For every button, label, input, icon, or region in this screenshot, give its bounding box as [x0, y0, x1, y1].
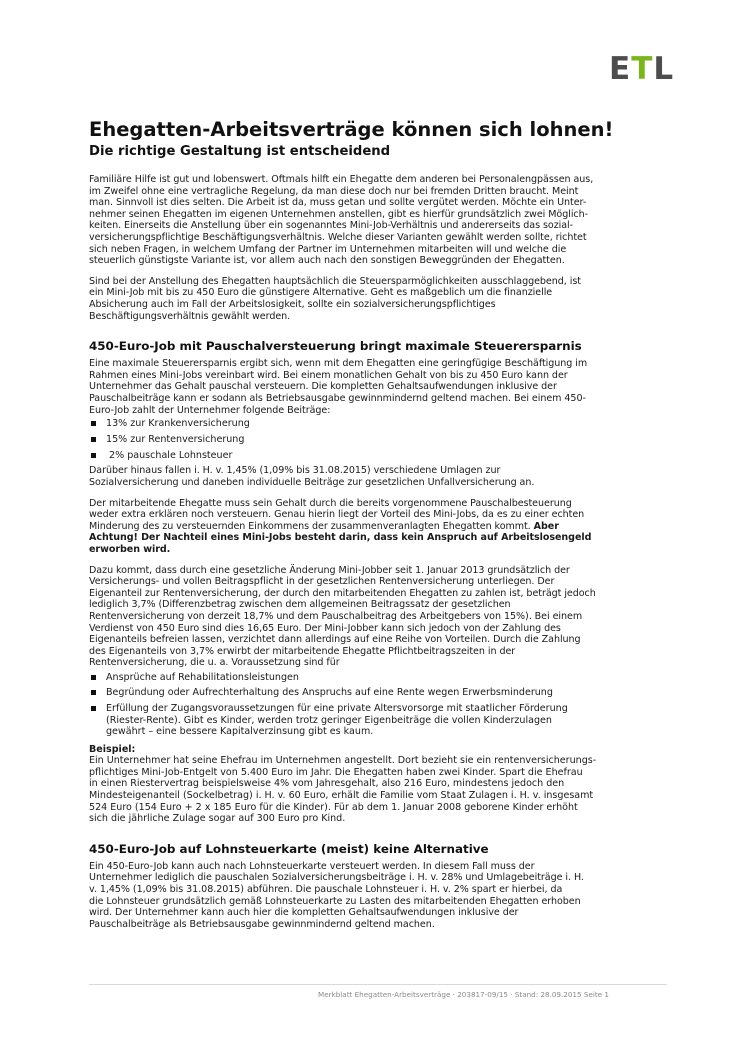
list-item: Erfüllung der Zugangsvoraussetzungen für eine private Altersvorsorge mit staatlicher Förderung (Riester-Rente). Gibt es Kinder, werden trotz geringer Eigenbeiträge die vollen Kinderzulagen gewährt – eine bessere Kapitalverzinsung gibt es kaum. [89, 703, 669, 738]
section1-paragraph-1: Eine maximale Steuerersparnis ergibt sich, wenn mit dem Ehegatten eine geringfügige Beschäftigung im Rahmen eines Mini-Jobs vereinbart wird. Bei einem monatlichen Gehalt von bis zu 450 Euro kann der Unternehmer das Gehalt pauschal versteuern. Die kompletten Gehaltsaufwendungen inklusive der Pauschalbeiträge kann er sodann als Betriebsausgabe gewinnmindernd geltend machen. Bei einem 450- Euro-Job zahlt der Unternehmer folgende Beiträge: [89, 358, 588, 416]
example-heading: Beispiel: [89, 743, 136, 755]
bullet-square-icon [91, 437, 96, 442]
list-item: Ansprüche auf Rehabilitationsleistungen [89, 672, 669, 684]
pension-benefits-list [89, 672, 669, 738]
section1-paragraph-4: Dazu kommt, dass durch eine gesetzliche Änderung Mini-Jobber seit 1. Januar 2013 grundsätzlich der Versicherungs- und vollen Beitragspflicht in der gesetzlichen Rentenversicherung unterliegen. Der Eigenanteil zur Rentenversicherung, der durch den mitarbeitenden Ehegatten zu zahlen ist, beträgt jedoch lediglich 3,7% (Differenzbetrag zwischen dem allgemeinen Beitragssatz der gesetzlichen Rentenversicherung von derzeit 18,7% und dem Pauschalbeitrag des Arbeitgebers von 15%). Bei einem Verdienst von 450 Euro sind dies 16,65 Euro. Der Mini-Jobber kann sich jedoch von der Zahlung des Eigenanteils befreien lassen, verzichtet dann allerdings auf eine Reihe von Vorteilen. Durch die Zahlung des Eigenanteils von 3,7% erwirbt der mitarbeitende Ehegatte Pflichtbeitragszeiten in der Rentenversicherung, die u. a. Voraussetzung sind für [89, 564, 596, 669]
warning-text: Aber Achtung! Der Nachteil eines Mini-Jobs besteht darin, dass kein Anspruch auf Arbeitslosengeld erworben wird. [89, 520, 592, 555]
example-body: Ein Unternehmer hat seine Ehefrau im Unternehmen angestellt. Dort bezieht sie ein rentenversicherungs- pflichtiges Mini-Job-Entgelt von 5.400 Euro im Jahr. Die Ehegatten haben zwei Kinder. Spart die Ehefrau in einen Riestervertrag beispielsweise 4% vom Jahresgehalt, also 216 Euro, mindestens jedoch den Mindesteigenanteil (Sockelbetrag) i. H. v. 60 Euro, erhält die Familie vom Staat Zulagen i. H. v. insgesamt 524 Euro (154 Euro + 2 x 185 Euro für die Kinder). Für ab dem 1. Januar 2008 geborene Kinder erhöht sich die jährliche Zulage sogar auf 300 Euro pro Kind. [89, 755, 597, 825]
logo-letter-t: T [631, 51, 654, 87]
bullet-square-icon [91, 675, 96, 680]
section1-paragraph-3: Der mitarbeitende Ehegatte muss sein Gehalt durch die bereits vorgenommene Pauschalbesteuerung weder extra erklären noch versteuern. Genau hierin liegt der Vorteil des Mini-Jobs, da es zu einer echten Minderung des zu versteuernden Einkommens der zusammenveranlagten Ehegatten kommt. Aber Achtung! Der Nachteil eines Mini-Jobs besteht darin, dass kein Anspruch auf Arbeitslosengeld erworben wird. [89, 497, 592, 555]
etl-logo [609, 51, 675, 87]
page-footer: Merkblatt Ehegatten-Arbeitsverträge · 203817-09/15 · Stand: 28.09.2015 Seite 1 [318, 990, 609, 999]
section2-paragraph-1: Ein 450-Euro-Job kann auch nach Lohnsteuerkarte versteuert werden. In diesem Fall muss der Unternehmer lediglich die pauschalen Sozialversicherungsbeiträge i. H. v. 28% und Umlagebeiträge i. H. v. 1,45% (1,09% bis 31.08.2015) abführen. Die pauschale Lohnsteuer i. H. v. 2% spart er hierbei, da die Lohnsteuer grundsätzlich gemäß Lohnsteuerkarte zu Lasten des mitarbeitenden Ehegatten erhoben wird. Der Unternehmer kann auch hier die kompletten Gehaltsaufwendungen inklusive der Pauschalbeiträge als Betriebsausgabe gewinnmindernd geltend machen. [89, 860, 584, 930]
bullet-square-icon [91, 453, 96, 458]
list-item: Begründung oder Aufrechterhaltung des Anspruchs auf eine Rente wegen Erwerbsminderung [89, 687, 669, 699]
section-heading-lohnsteuerkarte: 450-Euro-Job auf Lohnsteuerkarte (meist) keine Alternative [89, 841, 489, 856]
page-title: Ehegatten-Arbeitsverträge können sich lohnen! [89, 118, 614, 141]
document-content [89, 119, 669, 930]
intro-paragraph-1: Familiäre Hilfe ist gut und lobenswert. Oftmals hilft ein Ehegatte dem anderen bei Personalengpässen aus, im Zweifel ohne eine vertragliche Regelung, da man diese doch nur bei fremden Dritten braucht. Meint man. Sinnvoll ist dies selten. Die Arbeit ist da, muss getan und sollte vergütet werden. Möchte ein Unter- nehmer seinen Ehegatten im eigenen Unternehmen anstellen, gibt es hierfür grundsätzlich zwei Möglich- keiten. Einerseits die Anstellung über ein sogenanntes Mini-Job-Verhältnis und andererseits das sozial- versicherungspflichtige Beschäftigungsverhältnis. Welche dieser Varianten gewählt werden sollte, richtet sich neben Fragen, in welchem Umfang der Partner im Unternehmen mitarbeiten will und welche die steuerlich günstigste Variante ist, vor allem auch nach den sonstigen Beweggründen der Ehegatten. [89, 174, 594, 267]
intro-paragraph-2: Sind bei der Anstellung des Ehegatten hauptsächlich die Steuersparmöglichkeiten ausschlaggebend, ist ein Mini-Job mit bis zu 450 Euro die günstigere Alternative. Geht es maßgeblich um die finanzielle Absicherung auch im Fall der Arbeitslosigkeit, sollte ein sozialversicherungspflichtiges Beschäftigungsverhältnis gewählt werden. [89, 275, 581, 322]
page-subtitle: Die richtige Gestaltung ist entscheidend [89, 144, 391, 159]
footer-divider [89, 984, 667, 985]
bullet-square-icon [91, 706, 96, 711]
section1-paragraph-2: Darüber hinaus fallen i. H. v. 1,45% (1,09% bis 31.08.2015) verschiedene Umlagen zur Sozialversicherung und daneben individuelle Beiträge zur gesetzlichen Unfallversicherung an. [89, 465, 535, 489]
contribution-list [89, 418, 669, 461]
section-heading-mini-job: 450-Euro-Job mit Pauschalversteuerung bringt maximale Steuerersparnis [89, 339, 582, 354]
list-item: 2% pauschale Lohnsteuer [89, 450, 669, 462]
logo-letter-e: E [609, 51, 632, 87]
bullet-square-icon [91, 690, 96, 695]
bullet-square-icon [91, 421, 96, 426]
list-item: 13% zur Krankenversicherung [89, 418, 669, 430]
logo-letter-l: L [653, 51, 675, 87]
list-item: 15% zur Rentenversicherung [89, 434, 669, 446]
